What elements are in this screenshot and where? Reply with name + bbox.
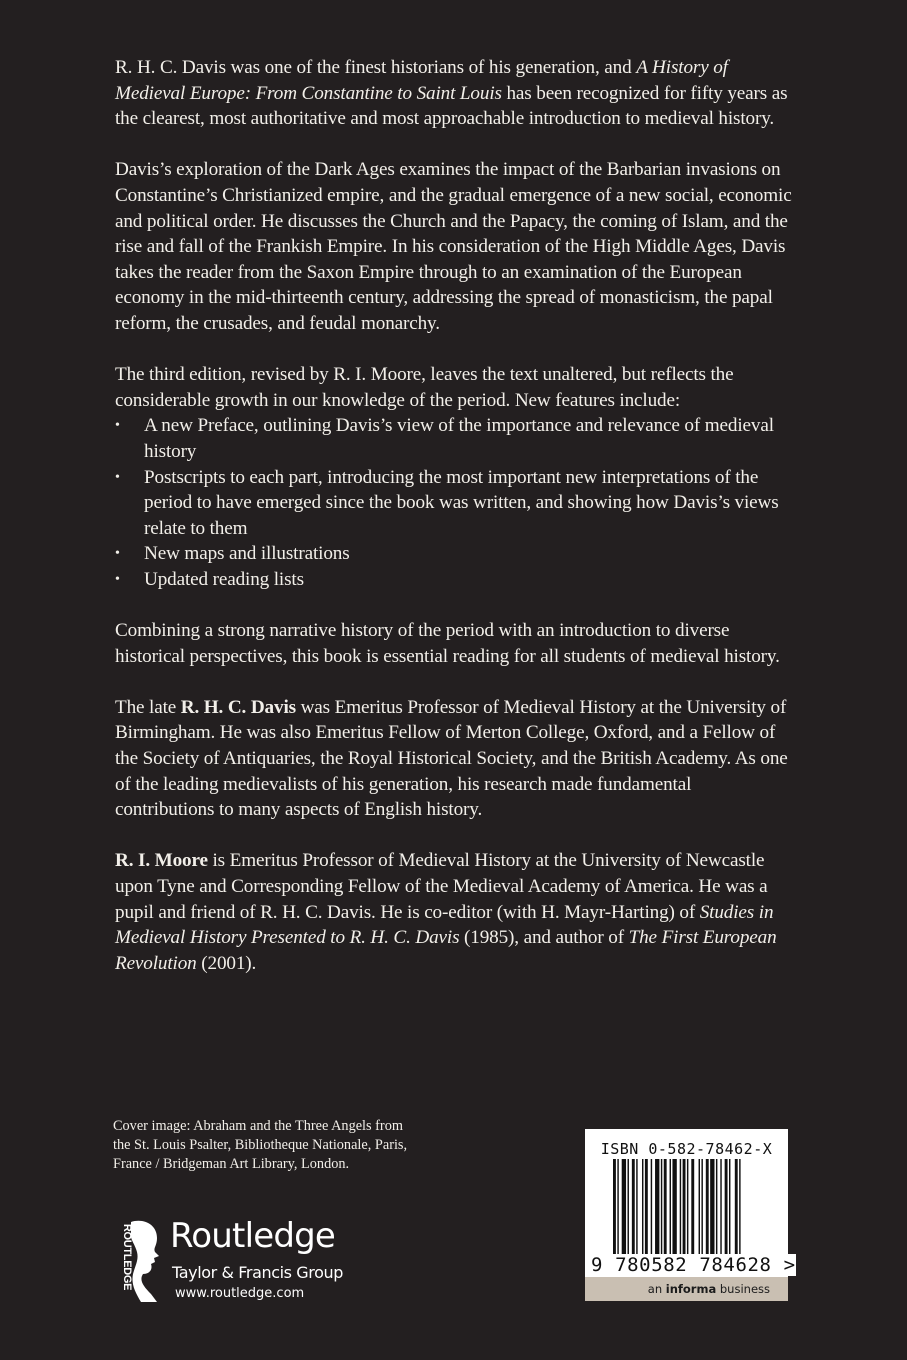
- barcode-bar: [725, 1159, 728, 1255]
- publisher-group: Taylor & Francis Group: [172, 1263, 343, 1282]
- bullet-icon: •: [115, 546, 120, 562]
- author-name: R. H. C. Davis: [180, 696, 296, 718]
- barcode-bar: [670, 1159, 671, 1255]
- work-title: The First European Revolution: [115, 927, 777, 974]
- barcode-bar: [664, 1159, 667, 1255]
- barcode-bar: [636, 1159, 637, 1255]
- ean-number: 9 780582 784628 >: [591, 1254, 796, 1276]
- barcode-bar: [735, 1159, 738, 1255]
- barcode-bar: [645, 1159, 648, 1255]
- barcode-icon: [613, 1159, 774, 1255]
- book-title: A History of Medieval Europe: From Constantine to Saint Louis: [115, 57, 728, 104]
- feature-item: • Postscripts to each part, introducing the most important new interpretations of the period to have emerged since the book was written, and showing how Davis’s views relate to them: [115, 466, 779, 539]
- barcode-bar: [628, 1159, 629, 1255]
- reviser-name: R. I. Moore: [115, 850, 208, 872]
- barcode-bar: [613, 1159, 616, 1255]
- publisher-logo: [113, 1218, 373, 1308]
- intro-paragraph: R. H. C. Davis was one of the finest historians of his generation, and A History of Medieval Europe: From Constantine to Saint Louis has been recognized for fifty years as the clearest, most authoritative and most approachable introduction to medieval history.: [115, 57, 788, 130]
- bullet-icon: •: [115, 418, 120, 434]
- barcode-bar: [699, 1159, 700, 1255]
- barcode-bar: [617, 1159, 618, 1255]
- author-bio: The late R. H. C. Davis was Emeritus Professor of Medieval History at the University of Birmingham. He was also Emeritus Fellow of Merton College, Oxford, and a Fellow of the Society of Antiquaries, the Royal Historical Society, and the British Academy. As one of the leading medievalists of his generation, his research made fundamental contributions to many aspects of English history.: [115, 696, 788, 821]
- barcode-bar: [651, 1159, 652, 1255]
- barcode-bar: [701, 1159, 702, 1255]
- barcode-bar: [710, 1159, 714, 1255]
- reviser-bio: R. I. Moore is Emeritus Professor of Medieval History at the University of Newcastle upon Tyne and Corresponding Fellow of the Medieval Academy of America. He was a pupil and friend of R. H. C. Davis. He is co-editor (with H. Mayr-Harting) of Studies in Medieval History Presented to R. H. C. Davis (1985), and author of The First European Revolution (2001).: [115, 850, 777, 974]
- work-title: Studies in Medieval History Presented to R. H. C. Davis: [115, 901, 774, 949]
- barcode-bar: [739, 1159, 740, 1255]
- isbn-number: ISBN 0-582-78462-X: [600, 1140, 773, 1158]
- barcode-bar: [672, 1159, 676, 1255]
- feature-item: • A new Preface, outlining Davis’s view of the importance and relevance of medieval history: [115, 415, 774, 462]
- barcode-bar: [680, 1159, 681, 1255]
- barcode-bar: [642, 1159, 643, 1255]
- feature-item: • Updated reading lists: [115, 567, 795, 593]
- isbn-barcode-label: [585, 1129, 796, 1301]
- barcode-bar: [661, 1159, 662, 1255]
- bullet-icon: •: [115, 571, 120, 587]
- barcode-bar: [720, 1159, 721, 1255]
- barcode-bar: [729, 1159, 730, 1255]
- barcode-bar: [655, 1159, 659, 1255]
- barcode-bar: [706, 1159, 709, 1255]
- barcode-bar: [683, 1159, 686, 1255]
- informa-strip: an informa business: [585, 1277, 788, 1301]
- barcode-bar: [632, 1159, 635, 1255]
- content-paragraph: Davis’s exploration of the Dark Ages examines the impact of the Barbarian invasions on Constantine’s Christianized empire, and the gradual emergence of a new social, economic and political order. He discusses the Church and the Papacy, the coming of Islam, and the rise and fall of the Frankish Empire. In his consideration of the High Middle Ages, Davis takes the reader from the Saxon Empire through to an examination of the European economy in the mid-thirteenth century, addressing the spread of monasticism, the papal reform, the crusades, and feudal monarchy.: [115, 159, 792, 334]
- bullet-icon: •: [115, 469, 120, 485]
- routledge-vertical-text: ROUTLEDGE: [121, 1223, 133, 1291]
- summary-paragraph: Combining a strong narrative history of the period with an introduction to diverse historical perspectives, this book is essential reading for all students of medieval history.: [115, 620, 780, 667]
- barcode-bar: [622, 1159, 626, 1255]
- barcode-bar: [687, 1159, 688, 1255]
- features-list: [115, 388, 795, 593]
- barcode-bar: [716, 1159, 717, 1255]
- feature-item: • New maps and illustrations: [115, 541, 795, 567]
- barcode-bar: [691, 1159, 694, 1255]
- publisher-name: Routledge: [170, 1216, 336, 1256]
- publisher-url: www.routledge.com: [175, 1286, 305, 1301]
- edition-paragraph: The third edition, revised by R. I. Moore, leaves the text unaltered, but reflects the considerable growth in our knowledge of the period. New features include:: [115, 364, 734, 411]
- back-cover-blurb: [115, 55, 795, 1002]
- cover-image-credit: Cover image: Abraham and the Three Angels from the St. Louis Psalter, Bibliotheque Nationale, Paris, France / Bridgeman Art Library, London.: [113, 1118, 408, 1172]
